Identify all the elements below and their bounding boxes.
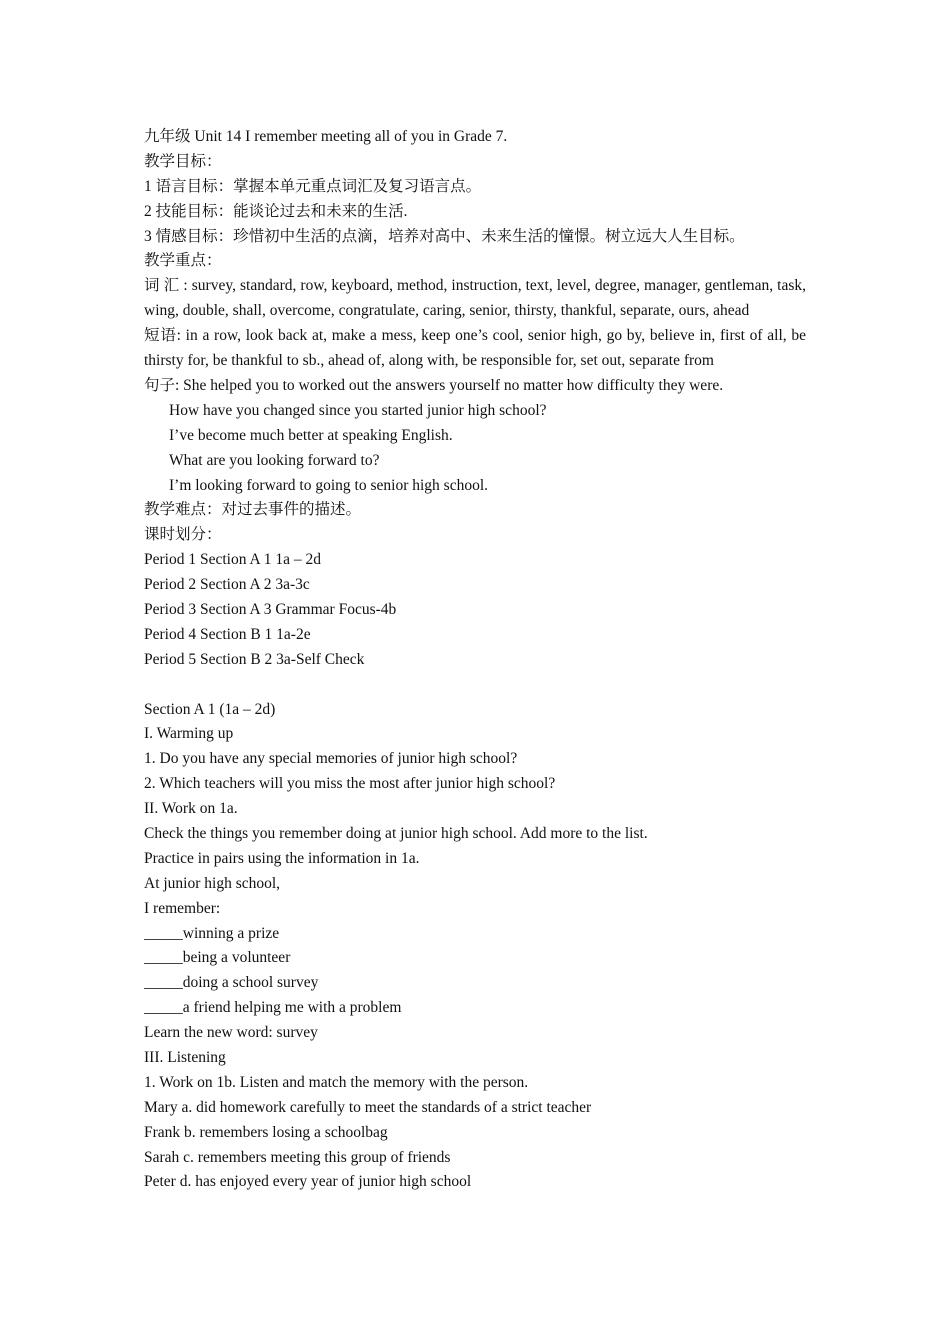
phrases-paragraph: 短语: in a row, look back at, make a mess, keep one’s cool, senior high, go by, believe in, first of all, be thirsty for, be thankful to sb., ahead of, along with, be responsible for, set out, separate from: [144, 327, 806, 370]
warmup-question: 1. Do you have any special memories of junior high school?: [144, 750, 518, 768]
checklist-item: _____doing a school survey: [144, 974, 319, 992]
checklist-item: _____being a volunteer: [144, 949, 291, 967]
document-page: [144, 125, 806, 1195]
objective-language: 1 语言目标：掌握本单元重点词汇及复习语言点。: [144, 177, 482, 195]
work-1a-heading: II. Work on 1a.: [144, 800, 238, 818]
match-item: Peter d. has enjoyed every year of junior high school: [144, 1173, 472, 1191]
work-1a-instruction: Practice in pairs using the information in 1a.: [144, 849, 420, 867]
vocabulary-paragraph: 词 汇 : survey, standard, row, keyboard, method, instruction, text, level, degree, manager, gentleman, task, wing, double, shall, overcome, congratulate, caring, senior, thirsty, thankful, separate, ours, ahead: [144, 277, 806, 320]
match-item: Sarah c. remembers meeting this group of friends: [144, 1148, 451, 1166]
keypoints-heading: 教学重点：: [144, 252, 222, 270]
warmup-question: 2. Which teachers will you miss the most after junior high school?: [144, 775, 556, 793]
sentence-line: I’m looking forward to going to senior high school.: [169, 476, 488, 494]
objective-emotion: 3 情感目标：珍惜初中生活的点滴，培养对高中、未来生活的憧憬。树立远大人生目标。: [144, 227, 745, 245]
period-item: Period 4 Section B 1 1a-2e: [144, 625, 311, 643]
sentence-line: I’ve become much better at speaking English.: [169, 426, 453, 444]
listening-heading: III. Listening: [144, 1049, 226, 1067]
objective-skill: 2 技能目标：能谈论过去和未来的生活.: [144, 202, 408, 220]
i-remember-line: I remember:: [144, 899, 221, 917]
match-item: Mary a. did homework carefully to meet the standards of a strict teacher: [144, 1098, 592, 1116]
objectives-heading: 教学目标：: [144, 152, 222, 170]
blank-line: [144, 673, 806, 698]
at-school-line: At junior high school,: [144, 874, 281, 892]
period-item: Period 1 Section A 1 1a – 2d: [144, 551, 321, 569]
new-word-line: Learn the new word: survey: [144, 1024, 318, 1042]
periods-heading: 课时划分：: [144, 526, 222, 544]
checklist-item: _____winning a prize: [144, 924, 280, 942]
sentence-line: What are you looking forward to?: [169, 451, 380, 469]
document-title: 九年级 Unit 14 I remember meeting all of you in Grade 7.: [144, 128, 508, 145]
sentence-line: How have you changed since you started junior high school?: [169, 401, 547, 419]
listening-task: 1. Work on 1b. Listen and match the memory with the person.: [144, 1073, 529, 1091]
period-item: Period 5 Section B 2 3a-Self Check: [144, 650, 365, 668]
warmup-heading: I. Warming up: [144, 725, 234, 743]
checklist-item: _____a friend helping me with a problem: [144, 999, 402, 1017]
match-item: Frank b. remembers losing a schoolbag: [144, 1123, 388, 1141]
period-item: Period 3 Section A 3 Grammar Focus-4b: [144, 600, 397, 618]
difficulty-line: 教学难点：对过去事件的描述。: [144, 501, 362, 519]
sentences-first-line: 句子: She helped you to worked out the answers yourself no matter how difficulty they were.: [144, 376, 724, 394]
period-item: Period 2 Section A 2 3a-3c: [144, 576, 310, 594]
work-1a-instruction: Check the things you remember doing at junior high school. Add more to the list.: [144, 825, 648, 842]
section-title: Section A 1 (1a – 2d): [144, 700, 276, 718]
